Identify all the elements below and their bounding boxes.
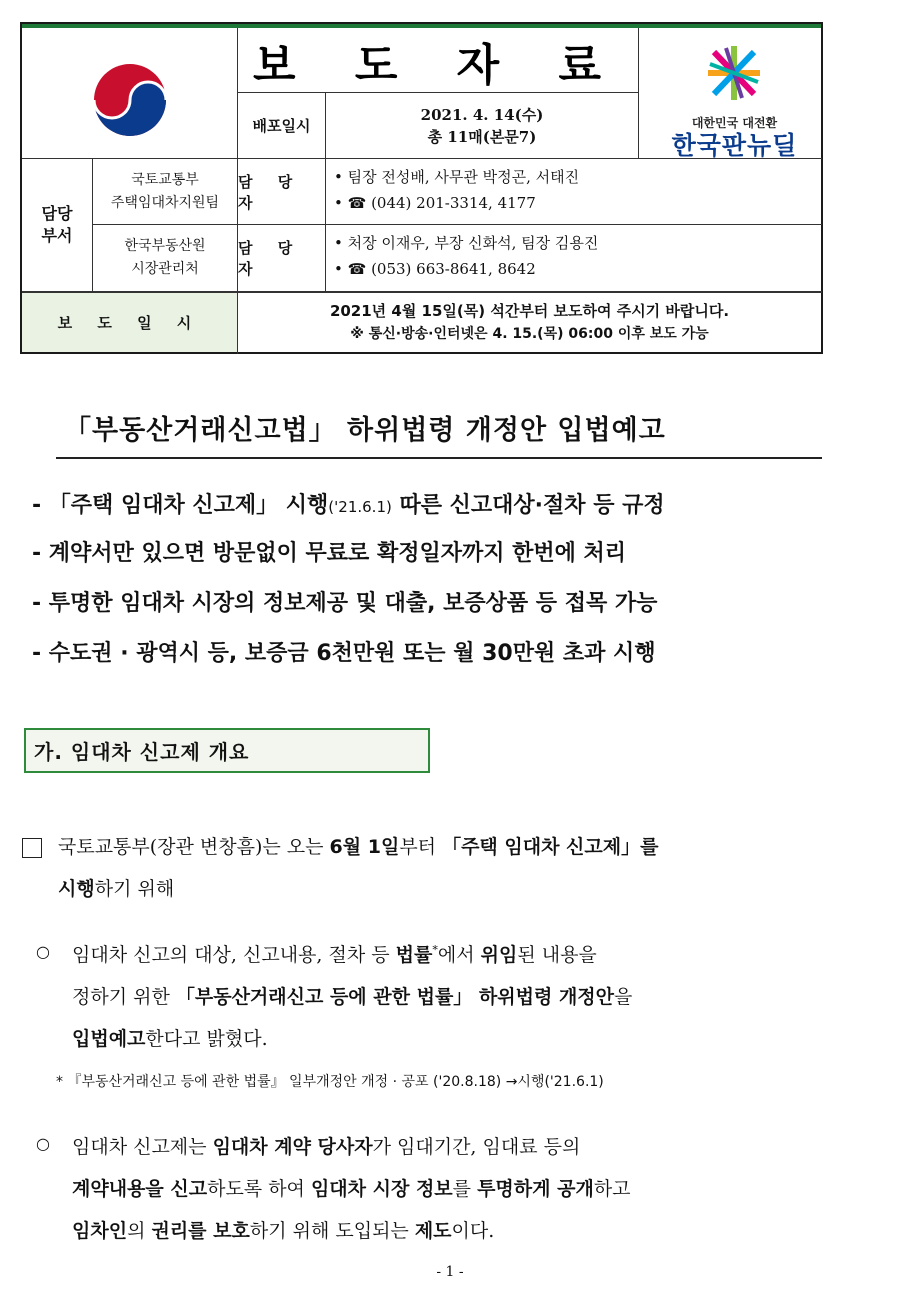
emphasis-text: 임차인 (72, 1220, 128, 1242)
government-emblem-icon (92, 62, 168, 138)
department-name: 한국부동산원 (124, 238, 206, 254)
logo-tagline: 대한민국 대전환 (691, 116, 778, 130)
paragraph-text: 가 임대기간, 임대료 등의 (372, 1136, 581, 1158)
paragraph (72, 982, 632, 1009)
team-name: 시장관리처 (131, 261, 199, 277)
logo-wordmark: 한국판뉴딜 (671, 131, 798, 160)
emphasis-text: 권리를 보호 (151, 1220, 250, 1242)
distribution-info (326, 93, 638, 158)
distribution-label: 배포일시 (238, 93, 325, 158)
headline-rule (56, 457, 822, 459)
summary-date: ('21.6.1) (328, 498, 392, 516)
paragraph-text: 정하기 위한 (72, 986, 176, 1008)
contact-people: • 처장 이재우, 부장 신화석, 팀장 김용진 (334, 234, 599, 252)
emphasis-text: 입법예고 (72, 1028, 146, 1050)
paragraph-text: 하도록 하여 (207, 1178, 311, 1200)
paragraph-text: 에서 (437, 944, 481, 966)
paragraph (58, 874, 174, 901)
summary-text: 따른 신고대상·절차 등 규정 (391, 493, 665, 518)
contact-details (334, 230, 814, 290)
contact-department (93, 159, 237, 224)
paragraph (58, 832, 658, 859)
contact-role-label: 담 당 자 (238, 159, 325, 224)
distribution-date: 2021. 4. 14(수) (420, 105, 544, 124)
paragraph-text: 국토교통부(장관 변창흠)는 오는 (58, 836, 330, 858)
summary-text: - 계약서만 있으면 방문없이 무료로 확정일자까지 한번에 처리 (32, 541, 627, 566)
page-number: - 1 - (436, 1264, 464, 1280)
emphasis-text: 위임 (480, 944, 518, 966)
department-label: 담당 부서 (22, 159, 92, 291)
contact-phone: • ☎ (053) 663-8641, 8642 (334, 260, 536, 278)
divider (638, 28, 639, 158)
emphasis-text: 「부동산거래신고 등에 관한 법률」 하위법령 개정안 (175, 986, 615, 1008)
emphasis-text: 투명하게 공개 (477, 1178, 594, 1200)
emphasis-text: 계약내용을 신고 (72, 1178, 208, 1200)
emphasis-text: 시행 (58, 878, 95, 900)
release-label: 보 도 일 시 (22, 293, 237, 352)
paragraph-text: 이다. (451, 1220, 495, 1242)
paragraph-text: 하기 위해 도입되는 (249, 1220, 415, 1242)
contact-department (93, 225, 237, 291)
footnote: * 『부동산거래신고 등에 관한 법률』 일부개정안 개정 · 공포 ('20.8.18) →시행('21.6.1) (56, 1074, 604, 1090)
emphasis-text: 제도 (414, 1220, 452, 1242)
contact-details (334, 164, 814, 224)
paragraph-text: 임대차 신고의 대상, 신고내용, 절차 등 (72, 944, 396, 966)
paragraph (72, 1174, 631, 1201)
paragraph-text: 를 (452, 1178, 478, 1200)
summary-text: - 투명한 임대차 시장의 정보제공 및 대출, 보증상품 등 접목 가능 (32, 591, 658, 616)
footnote-marker: * (432, 943, 438, 957)
release-line: 2021년 4월 15일(목) 석간부터 보도하여 주시기 바랍니다. (329, 301, 730, 320)
summary-item (32, 488, 665, 519)
emphasis-text: 「주택 임대차 신고제」를 (442, 836, 659, 858)
department-name: 국토교통부 (131, 171, 199, 188)
team-name: 주택임대차지원팀 (110, 194, 220, 211)
summary-text: - 수도권 · 광역시 등, 보증금 6천만원 또는 월 30만원 초과 시행 (32, 641, 656, 666)
paragraph-text: 한다고 밝혔다. (145, 1028, 268, 1050)
emphasis-text: 법률 (395, 944, 433, 966)
paragraph (72, 1216, 494, 1243)
paragraph-text: 하고 (593, 1178, 631, 1200)
press-headline: 「부동산거래신고법」 하위법령 개정안 입법예고 (64, 415, 666, 446)
document-title: 보 도 자 료 (253, 40, 623, 91)
circle-bullet-icon: ○ (36, 1134, 50, 1153)
press-release-header (20, 22, 823, 354)
release-embargo-note: ※ 통신·방송·인터넷은 4. 15.(목) 06:00 이후 보도 가능 (350, 325, 709, 342)
paragraph (72, 1024, 268, 1051)
emphasis-text: 임대차 시장 정보 (310, 1178, 453, 1200)
contact-role-label: 담 당 자 (238, 225, 325, 291)
paragraph-text: 을 (614, 986, 633, 1008)
checkbox-bullet-icon (22, 838, 42, 858)
distribution-pages: 총 11매(본문7) (427, 127, 537, 146)
paragraph (72, 1132, 580, 1159)
korean-new-deal-logo (652, 38, 817, 158)
summary-item (32, 536, 626, 567)
paragraph-text: 부터 (399, 836, 443, 858)
contact-people: • 팀장 전성배, 사무관 박정곤, 서태진 (334, 168, 580, 186)
summary-text: - 「주택 임대차 신고제」 시행 (32, 493, 329, 518)
emphasis-text: 임대차 계약 당사자 (212, 1136, 373, 1158)
paragraph-text: 하기 위해 (94, 878, 175, 900)
paragraph-text: 임대차 신고제는 (72, 1136, 213, 1158)
release-info (238, 293, 821, 352)
summary-item (32, 586, 657, 617)
circle-bullet-icon: ○ (36, 942, 50, 961)
paragraph (72, 940, 597, 967)
section-heading: 가. 임대차 신고제 개요 (24, 728, 430, 773)
new-deal-star-icon (652, 38, 817, 108)
contact-phone: • ☎ (044) 201-3314, 4177 (334, 194, 536, 212)
divider (325, 158, 326, 292)
paragraph-text: 의 (127, 1220, 152, 1242)
emphasis-text: 6월 1일 (329, 836, 400, 858)
summary-item (32, 636, 656, 667)
paragraph-text: 된 내용을 (517, 944, 597, 966)
